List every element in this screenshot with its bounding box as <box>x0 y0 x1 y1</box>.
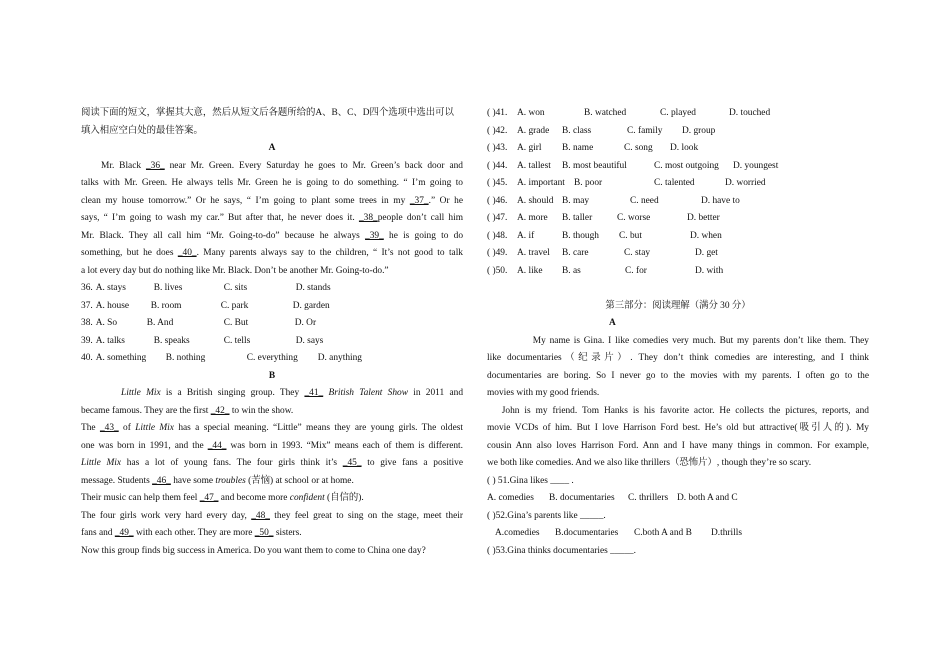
text-segment: of <box>118 423 136 433</box>
option: A. girl <box>517 143 542 153</box>
blank: _43_ <box>99 423 119 433</box>
option: C. sits <box>223 283 248 293</box>
option: B. watched <box>584 108 627 118</box>
question-row <box>487 158 869 176</box>
option: A. if <box>517 230 535 241</box>
question-row <box>487 228 869 246</box>
passage-b-line <box>81 385 463 403</box>
option: C. worse <box>617 213 651 223</box>
option: C. everything <box>246 353 298 363</box>
reading-line: like documentaries（纪录片）. They don’t think comedies are interesting, and I think <box>487 353 869 363</box>
option: C. talented <box>654 178 695 188</box>
passage-b-line <box>81 508 463 526</box>
passage-b-line <box>81 455 463 473</box>
reading-line: movie VCDs of him. But I love Harrison Ford best. He’s old but attractive(吸引人的). My <box>487 423 869 433</box>
option: D. touched <box>729 108 771 118</box>
question-number: ( )46. <box>487 195 508 206</box>
text-segment: to win the show. <box>229 405 294 416</box>
text-segment: sisters. <box>273 528 302 538</box>
passage-b-line <box>81 438 463 456</box>
cloze-options-a <box>81 280 463 368</box>
passage-b-line <box>81 403 463 421</box>
text-segment: fans and <box>81 528 115 538</box>
text-segment: .” Or he <box>428 195 463 206</box>
question-row <box>487 210 869 228</box>
option: B. poor <box>574 178 603 188</box>
option: D. worried <box>725 178 766 188</box>
section-a-title: A <box>268 143 276 153</box>
text-segment: . Many parents always say to the children, “ It’s not good to talk <box>196 248 463 258</box>
reading-line: we both like comedies. And we also like thrillers（恐怖片）, though they’re so scary. <box>487 458 812 468</box>
blank: _45_ <box>342 458 362 468</box>
blank: _50_ <box>254 528 274 538</box>
question-51-options <box>487 490 869 508</box>
question-number: ( )42. <box>487 125 508 136</box>
option: D. stands <box>295 283 331 293</box>
text-segment: a lot every day but do nothing like Mr. Black. Don’t be another Mr. Going-to-do.” <box>81 265 389 276</box>
blank: _48_ <box>251 510 270 521</box>
passage-b-line <box>81 420 463 438</box>
text-segment: British Talent Show <box>328 388 408 398</box>
question-number: ( )41. <box>487 108 508 118</box>
option: C. song <box>624 143 653 153</box>
text-segment: have some <box>170 475 216 486</box>
question-row <box>81 280 463 298</box>
cloze-passage-a <box>81 158 463 281</box>
blank: _46_ <box>152 475 171 486</box>
text-segment: (自信的). <box>324 493 364 503</box>
passage-b-line <box>81 490 463 508</box>
option: B. speaks <box>153 335 190 346</box>
question-row <box>487 123 869 141</box>
option: A.comedies <box>495 528 540 538</box>
question-row <box>487 245 869 263</box>
option: C. tells <box>223 335 251 346</box>
option: B. as <box>562 265 581 276</box>
option: C. need <box>630 195 659 206</box>
blank: _38_ <box>358 213 378 223</box>
text-segment: in 2011 and <box>407 388 463 398</box>
option: B.documentaries <box>555 528 619 538</box>
blank: _37_ <box>409 195 429 206</box>
passage-a-line <box>81 263 463 281</box>
option: A. more <box>517 213 548 223</box>
text-segment: Little Mix <box>121 388 161 398</box>
text-segment: Their music can help them feel <box>81 493 200 503</box>
option: D. better <box>687 213 720 223</box>
option: B. And <box>146 318 174 328</box>
text-segment: Mr. Black. They all call him “Mr. Going-to-do” because he always <box>81 230 366 241</box>
option: B. lives <box>153 283 183 293</box>
option: D. look <box>670 143 699 153</box>
text-segment: was born in 1993. “Mix” means each of them is different. <box>226 440 463 451</box>
text-segment: one was born in 1991, and the <box>81 440 208 451</box>
option: C. but <box>619 230 642 241</box>
question-row <box>487 140 869 158</box>
option: B. most beautiful <box>562 160 627 171</box>
text-segment: message. Students <box>81 475 153 486</box>
question-number: ( )50. <box>487 265 508 276</box>
text-segment: clean my house tomorrow.” Or he says, “ I’m going to plant some trees in my <box>81 195 410 206</box>
question-number: 40. <box>81 353 93 363</box>
reading-line: documentaries are boring. So I never go to the movies with my parents. I often go to the <box>487 370 869 381</box>
text-segment: something, but he does <box>81 248 178 258</box>
text-segment: they feel great to sing on the stage, meet their <box>269 510 463 521</box>
option: A. house <box>95 300 130 311</box>
question-number: 37. <box>81 300 93 311</box>
option: A. important <box>517 178 565 188</box>
passage-a-line <box>81 228 463 246</box>
question-number: ( )48. <box>487 230 508 241</box>
option: A. something <box>95 353 147 363</box>
blank: _47_ <box>199 493 219 503</box>
option: A. tallest <box>517 160 551 171</box>
option: B. documentaries <box>549 493 615 503</box>
option: B. nothing <box>165 353 206 363</box>
question-row <box>81 350 463 368</box>
option: B. care <box>562 248 589 258</box>
option: D. youngest <box>733 160 779 171</box>
option: D. Or <box>294 318 317 328</box>
text-segment: (苦恼) at school or at home. <box>245 475 354 486</box>
question-52-options <box>487 525 869 543</box>
passage-a-line <box>81 210 463 228</box>
question-number: ( )47. <box>487 213 508 223</box>
question-52: ( )52.Gina’s parents like _____. <box>487 510 606 521</box>
text-segment: says, “ I’m going to wash my car.” But after that, he never does it. <box>81 213 359 223</box>
reading-passage <box>487 333 869 473</box>
blank: _40_ <box>177 248 197 258</box>
option: D. get <box>695 248 718 258</box>
blank: _41_ <box>304 388 324 398</box>
passage-b-line <box>81 525 463 543</box>
option: C. most outgoing <box>654 160 719 171</box>
option: D. anything <box>317 353 362 363</box>
text-segment: has a lot of young fans. The four girls think it’s <box>121 458 343 468</box>
option: B. class <box>562 125 592 136</box>
text-segment: Now this group finds big success in America. Do you want them to come to China one day? <box>81 545 426 556</box>
option: A. won <box>517 108 545 118</box>
blank: _36_ <box>145 160 165 171</box>
question-number: ( )49. <box>487 248 508 258</box>
text-segment: and become more <box>218 493 290 503</box>
option: D. says <box>295 335 324 346</box>
option: B. taller <box>562 213 593 223</box>
blank: _44_ <box>207 440 227 451</box>
option: A. grade <box>517 125 550 136</box>
passage-a-line <box>81 245 463 263</box>
instruction-line-2: 填入相应空白处的最佳答案。 <box>81 125 203 136</box>
text-segment: has a special meaning. “Little” means they are young girls. The oldest <box>173 423 463 433</box>
text-segment: Little Mix <box>81 458 122 468</box>
option: A. travel <box>517 248 550 258</box>
text-segment: became famous. They are the first <box>81 405 211 416</box>
reading-line: cousin Ann also loves Harrison Ford. Ann and I have many things in common. For example, <box>487 440 869 451</box>
question-row <box>487 193 869 211</box>
text-segment: talks with Mr. Green. He always tells Mr. Green he is going to do something. “ I’m going to <box>81 178 463 188</box>
right-column <box>487 105 869 560</box>
part3-title: 第三部分：阅读理解（满分 30 分） <box>605 300 751 311</box>
question-number: ( )44. <box>487 160 508 171</box>
question-53: ( )53.Gina thinks documentaries _____. <box>487 545 636 556</box>
option: D. both A and C <box>677 493 738 503</box>
question-51: ( ) 51.Gina likes ____ . <box>487 475 574 486</box>
option: C.both A and B <box>634 528 692 538</box>
option: C. played <box>660 108 696 118</box>
passage-b-line <box>81 473 463 491</box>
question-row <box>81 315 463 333</box>
passage-a-line <box>81 158 463 176</box>
question-number: 39. <box>81 335 93 346</box>
reading-line: John is my friend. Tom Hanks is his favorite actor. He collects the pictures, reports, and <box>487 405 869 416</box>
section-b-title: B <box>268 370 276 381</box>
text-segment: he is going to do <box>383 230 463 241</box>
text-segment: to give fans a positive <box>361 458 463 468</box>
text-segment: near Mr. Green. Every Saturday he goes to Mr. Green’s back door and <box>164 160 463 171</box>
text-segment: confident <box>289 493 325 503</box>
option: A. like <box>517 265 543 276</box>
option: A. comedies <box>487 493 534 503</box>
left-column <box>81 105 463 560</box>
option: A. should <box>517 195 554 206</box>
option: B. may <box>562 195 590 206</box>
option: C. stay <box>624 248 651 258</box>
text-segment: people don’t call him <box>377 213 463 223</box>
option: C. for <box>625 265 647 276</box>
option: D. garden <box>292 300 330 311</box>
option: B. room <box>150 300 182 311</box>
option: A. So <box>95 318 118 328</box>
text-segment: is a British singing group. They <box>160 388 305 398</box>
question-row <box>487 175 869 193</box>
question-row <box>487 263 869 281</box>
question-row <box>81 333 463 351</box>
spacer <box>487 280 869 298</box>
option: C. thrillers <box>628 493 669 503</box>
text-segment: troubles <box>215 475 246 486</box>
passage-a-line <box>81 193 463 211</box>
question-number: 38. <box>81 318 93 328</box>
option: A. stays <box>95 283 126 293</box>
text-segment: The four girls work very hard every day, <box>81 510 252 521</box>
option: C. But <box>223 318 249 328</box>
option: D. group <box>682 125 716 136</box>
question-row <box>487 105 869 123</box>
passage-a-line <box>81 175 463 193</box>
question-number: 36. <box>81 283 93 293</box>
cloze-passage-b <box>81 385 463 560</box>
option: B. though <box>562 230 599 241</box>
option: D. when <box>690 230 722 241</box>
text-segment: with each other. They are more <box>133 528 255 538</box>
text-segment: Little Mix <box>135 423 174 433</box>
reading-line: My name is Gina. I like comedies very much. But my parents don’t like them. They <box>487 335 869 346</box>
text-segment: The <box>81 423 100 433</box>
cloze-options-b <box>487 105 869 280</box>
instruction-line-1: 阅读下面的短文，掌握其大意，然后从短文后各题所给的A、B、C、D四个选项中选出可以 <box>81 108 454 118</box>
option: D. with <box>695 265 724 276</box>
option: D. have to <box>701 195 740 206</box>
option: C. family <box>627 125 663 136</box>
option: D.thrills <box>711 528 742 538</box>
question-number: ( )45. <box>487 178 508 188</box>
option: C. park <box>220 300 249 311</box>
option: B. name <box>562 143 594 153</box>
question-number: ( )43. <box>487 143 508 153</box>
option: A. talks <box>95 335 125 346</box>
blank: _49_ <box>114 528 134 538</box>
passage-b-line <box>81 543 463 561</box>
blank: _42_ <box>210 405 230 416</box>
reading-section-a-title: A <box>609 318 616 328</box>
question-row <box>81 298 463 316</box>
blank: _39_ <box>365 230 384 241</box>
text-segment: Mr. Black <box>101 160 146 171</box>
reading-line: movies with my good friends. <box>487 388 600 398</box>
